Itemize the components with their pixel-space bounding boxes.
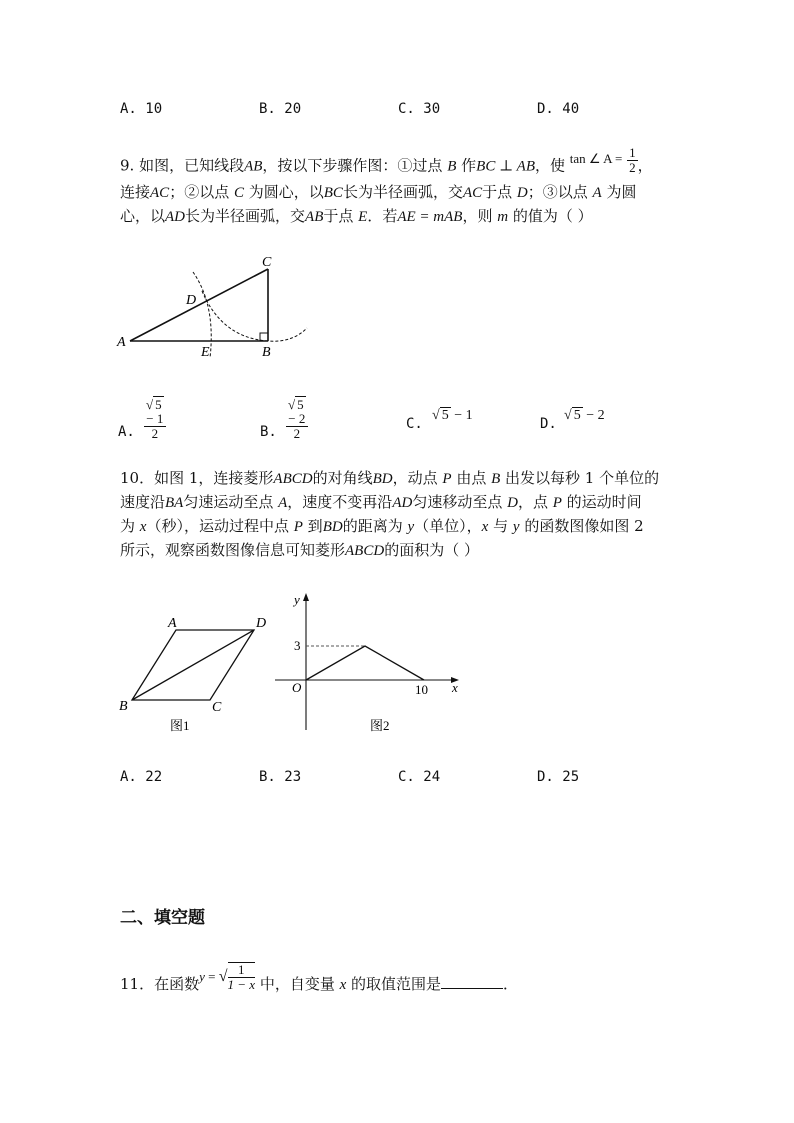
text: ，按以下步骤作图：①过点 — [262, 156, 448, 175]
text: 的函数图像如图 2 — [519, 517, 644, 535]
text: 连接 — [120, 183, 151, 201]
tan-label: tan ∠ A = — [569, 150, 623, 166]
math: AD — [165, 209, 186, 225]
denominator: 2 — [629, 160, 636, 175]
text: 的值为（ ） — [508, 207, 593, 225]
text: 出发以每秒 1 个单位的 — [500, 469, 660, 487]
arc-c — [202, 291, 307, 341]
label-c: C — [212, 700, 222, 715]
text: 于点 — [323, 207, 359, 225]
q10-option-a: A. 22 — [120, 769, 163, 785]
math: ABCD — [273, 471, 313, 487]
text: 速度沿 — [120, 493, 166, 511]
text: 为 — [120, 517, 140, 535]
math: D — [516, 185, 528, 201]
radicand: 5 — [573, 408, 581, 423]
text: 由点 — [451, 469, 492, 487]
text: 10．如图 1，连接菱形 — [120, 469, 274, 487]
text: 为圆 — [601, 183, 637, 201]
text: 的面积为（ ） — [384, 541, 479, 559]
radicand: 5 — [441, 408, 449, 423]
label-c: C — [262, 255, 272, 270]
text: ，动点 — [392, 469, 443, 487]
tick-label-10: 10 — [415, 682, 428, 697]
q9-figure — [110, 248, 320, 363]
math: ABCD — [345, 543, 385, 559]
q10-option-c: C. 24 — [398, 769, 441, 785]
math: x — [339, 977, 347, 993]
figure-1-caption: 图1 — [170, 718, 190, 733]
numerator: √ 5 − 2 — [286, 398, 308, 427]
math: AB — [244, 158, 263, 175]
math: BC — [323, 185, 343, 201]
q9-line-1 — [120, 145, 653, 181]
text: 匀速移动至点 — [412, 493, 508, 511]
section-heading: 二、填空题 — [120, 908, 205, 928]
q9-line-3 — [120, 205, 593, 226]
option-expression: √ 5 − 1 — [432, 408, 473, 423]
rest: − 1 — [450, 408, 473, 423]
q10-option-d: D. 25 — [537, 769, 580, 785]
text: 为圆心，以 — [243, 183, 324, 201]
math: y — [199, 969, 205, 984]
denominator: 2 — [293, 426, 301, 441]
text: 中，自变量 — [255, 975, 340, 993]
option-fraction — [144, 398, 166, 441]
text: 11．在函数 — [120, 975, 200, 993]
numerator: 1 — [629, 145, 636, 160]
q11-line — [120, 962, 519, 1000]
text: 于点 — [482, 183, 517, 201]
sqrt-sign: √ — [218, 968, 228, 985]
denominator: 1 − x — [227, 977, 256, 992]
option-expression: √ 5 − 2 — [564, 408, 605, 423]
math: P — [552, 495, 562, 511]
label-b: B — [119, 699, 128, 714]
option-letter: B. — [260, 424, 277, 440]
text: （单位）， — [414, 517, 482, 535]
text: ；②以点 — [169, 183, 234, 201]
math: AC — [150, 185, 170, 201]
option-letter: D. — [540, 416, 557, 432]
text: 的距离为 — [342, 517, 408, 535]
text: ． — [503, 975, 519, 993]
answer-blank[interactable] — [441, 974, 503, 989]
math: C — [233, 185, 244, 201]
y-axis-label: y — [294, 592, 300, 607]
label-d: D — [256, 616, 267, 631]
q10-line-2 — [120, 491, 642, 512]
text: 长为半径画弧，交 — [342, 183, 463, 201]
math: P — [442, 471, 452, 487]
math: BD — [372, 471, 393, 487]
text: 匀速运动至点 — [183, 493, 279, 511]
q10-option-b: B. 23 — [259, 769, 302, 785]
text: 长为半径画弧，交 — [185, 207, 306, 225]
text: ，点 — [517, 493, 553, 511]
rest: − 2 — [582, 408, 605, 423]
math: B — [491, 471, 501, 487]
radicand: 5 — [297, 397, 304, 412]
q9-line-2 — [120, 181, 636, 202]
math: BD — [322, 519, 343, 535]
q8-option-b: B. 20 — [259, 101, 302, 117]
label-b: B — [262, 345, 271, 360]
text: ；③以点 — [527, 183, 593, 201]
math: B — [447, 158, 457, 175]
math: x — [481, 519, 489, 535]
x-axis-label: x — [452, 680, 458, 695]
text: 心，以 — [120, 207, 166, 225]
math: m — [497, 209, 509, 225]
text: （秒），运动过程中点 — [146, 517, 294, 535]
text: 作 — [456, 156, 477, 175]
label-e: E — [201, 345, 210, 360]
tick-label-3: 3 — [294, 638, 301, 653]
radicand: 5 — [155, 397, 162, 412]
math: AB — [305, 209, 324, 225]
math: AE = mAB — [397, 209, 463, 225]
math: x — [139, 519, 147, 535]
q10-line-1 — [120, 467, 659, 488]
tan-fraction — [627, 146, 638, 175]
label-a: A — [117, 335, 126, 350]
math: AD — [392, 495, 413, 511]
option-letter: A. — [118, 424, 135, 440]
text: ．若 — [367, 207, 398, 225]
option-letter: C. — [406, 416, 423, 432]
figure-2-caption: 图2 — [370, 718, 390, 733]
math: P — [293, 519, 303, 535]
math: A — [278, 495, 288, 511]
math: y — [407, 519, 415, 535]
math: D — [507, 495, 518, 511]
text: ，使 — [534, 156, 565, 175]
q10-figure-2 — [270, 588, 470, 738]
text: 的对角线 — [312, 469, 373, 487]
numerator: √ 5 − 1 — [144, 398, 166, 427]
q10-line-4 — [120, 539, 479, 560]
text: ， — [637, 156, 653, 175]
rest: − 1 — [146, 411, 164, 426]
q8-option-c: C. 30 — [398, 101, 441, 117]
text: 与 — [488, 517, 513, 535]
text: 的取值范围是 — [346, 975, 442, 993]
math: E — [358, 209, 368, 225]
math: y — [512, 519, 520, 535]
segment-ac — [130, 269, 268, 341]
option-fraction — [286, 398, 308, 441]
denominator: 2 — [151, 426, 159, 441]
q8-option-d: D. 40 — [537, 101, 580, 117]
math: = — [204, 969, 219, 984]
text: ，速度不变再沿 — [287, 493, 393, 511]
origin-label: O — [292, 680, 302, 695]
math: BA — [165, 495, 184, 511]
q10-line-3 — [120, 515, 644, 536]
math: AC — [462, 185, 483, 201]
q10-figure-1 — [112, 610, 272, 738]
rest: − 2 — [288, 411, 306, 426]
math: BC ⊥ AB — [476, 158, 535, 175]
text: 的运动时间 — [561, 493, 642, 511]
function-fraction — [228, 962, 256, 992]
label-a: A — [168, 616, 177, 631]
text: 到 — [302, 517, 323, 535]
text: 所示，观察函数图像信息可知菱形 — [120, 541, 346, 559]
function-line — [306, 646, 424, 680]
numerator: 1 — [228, 963, 256, 978]
diagonal-bd — [132, 630, 254, 700]
text: ，则 — [462, 207, 498, 225]
math: A — [592, 185, 602, 201]
q8-option-a: A. 10 — [120, 101, 163, 117]
text: 9. 如图，已知线段 — [120, 156, 245, 175]
label-d: D — [186, 293, 197, 308]
y-axis-arrow — [303, 593, 309, 601]
